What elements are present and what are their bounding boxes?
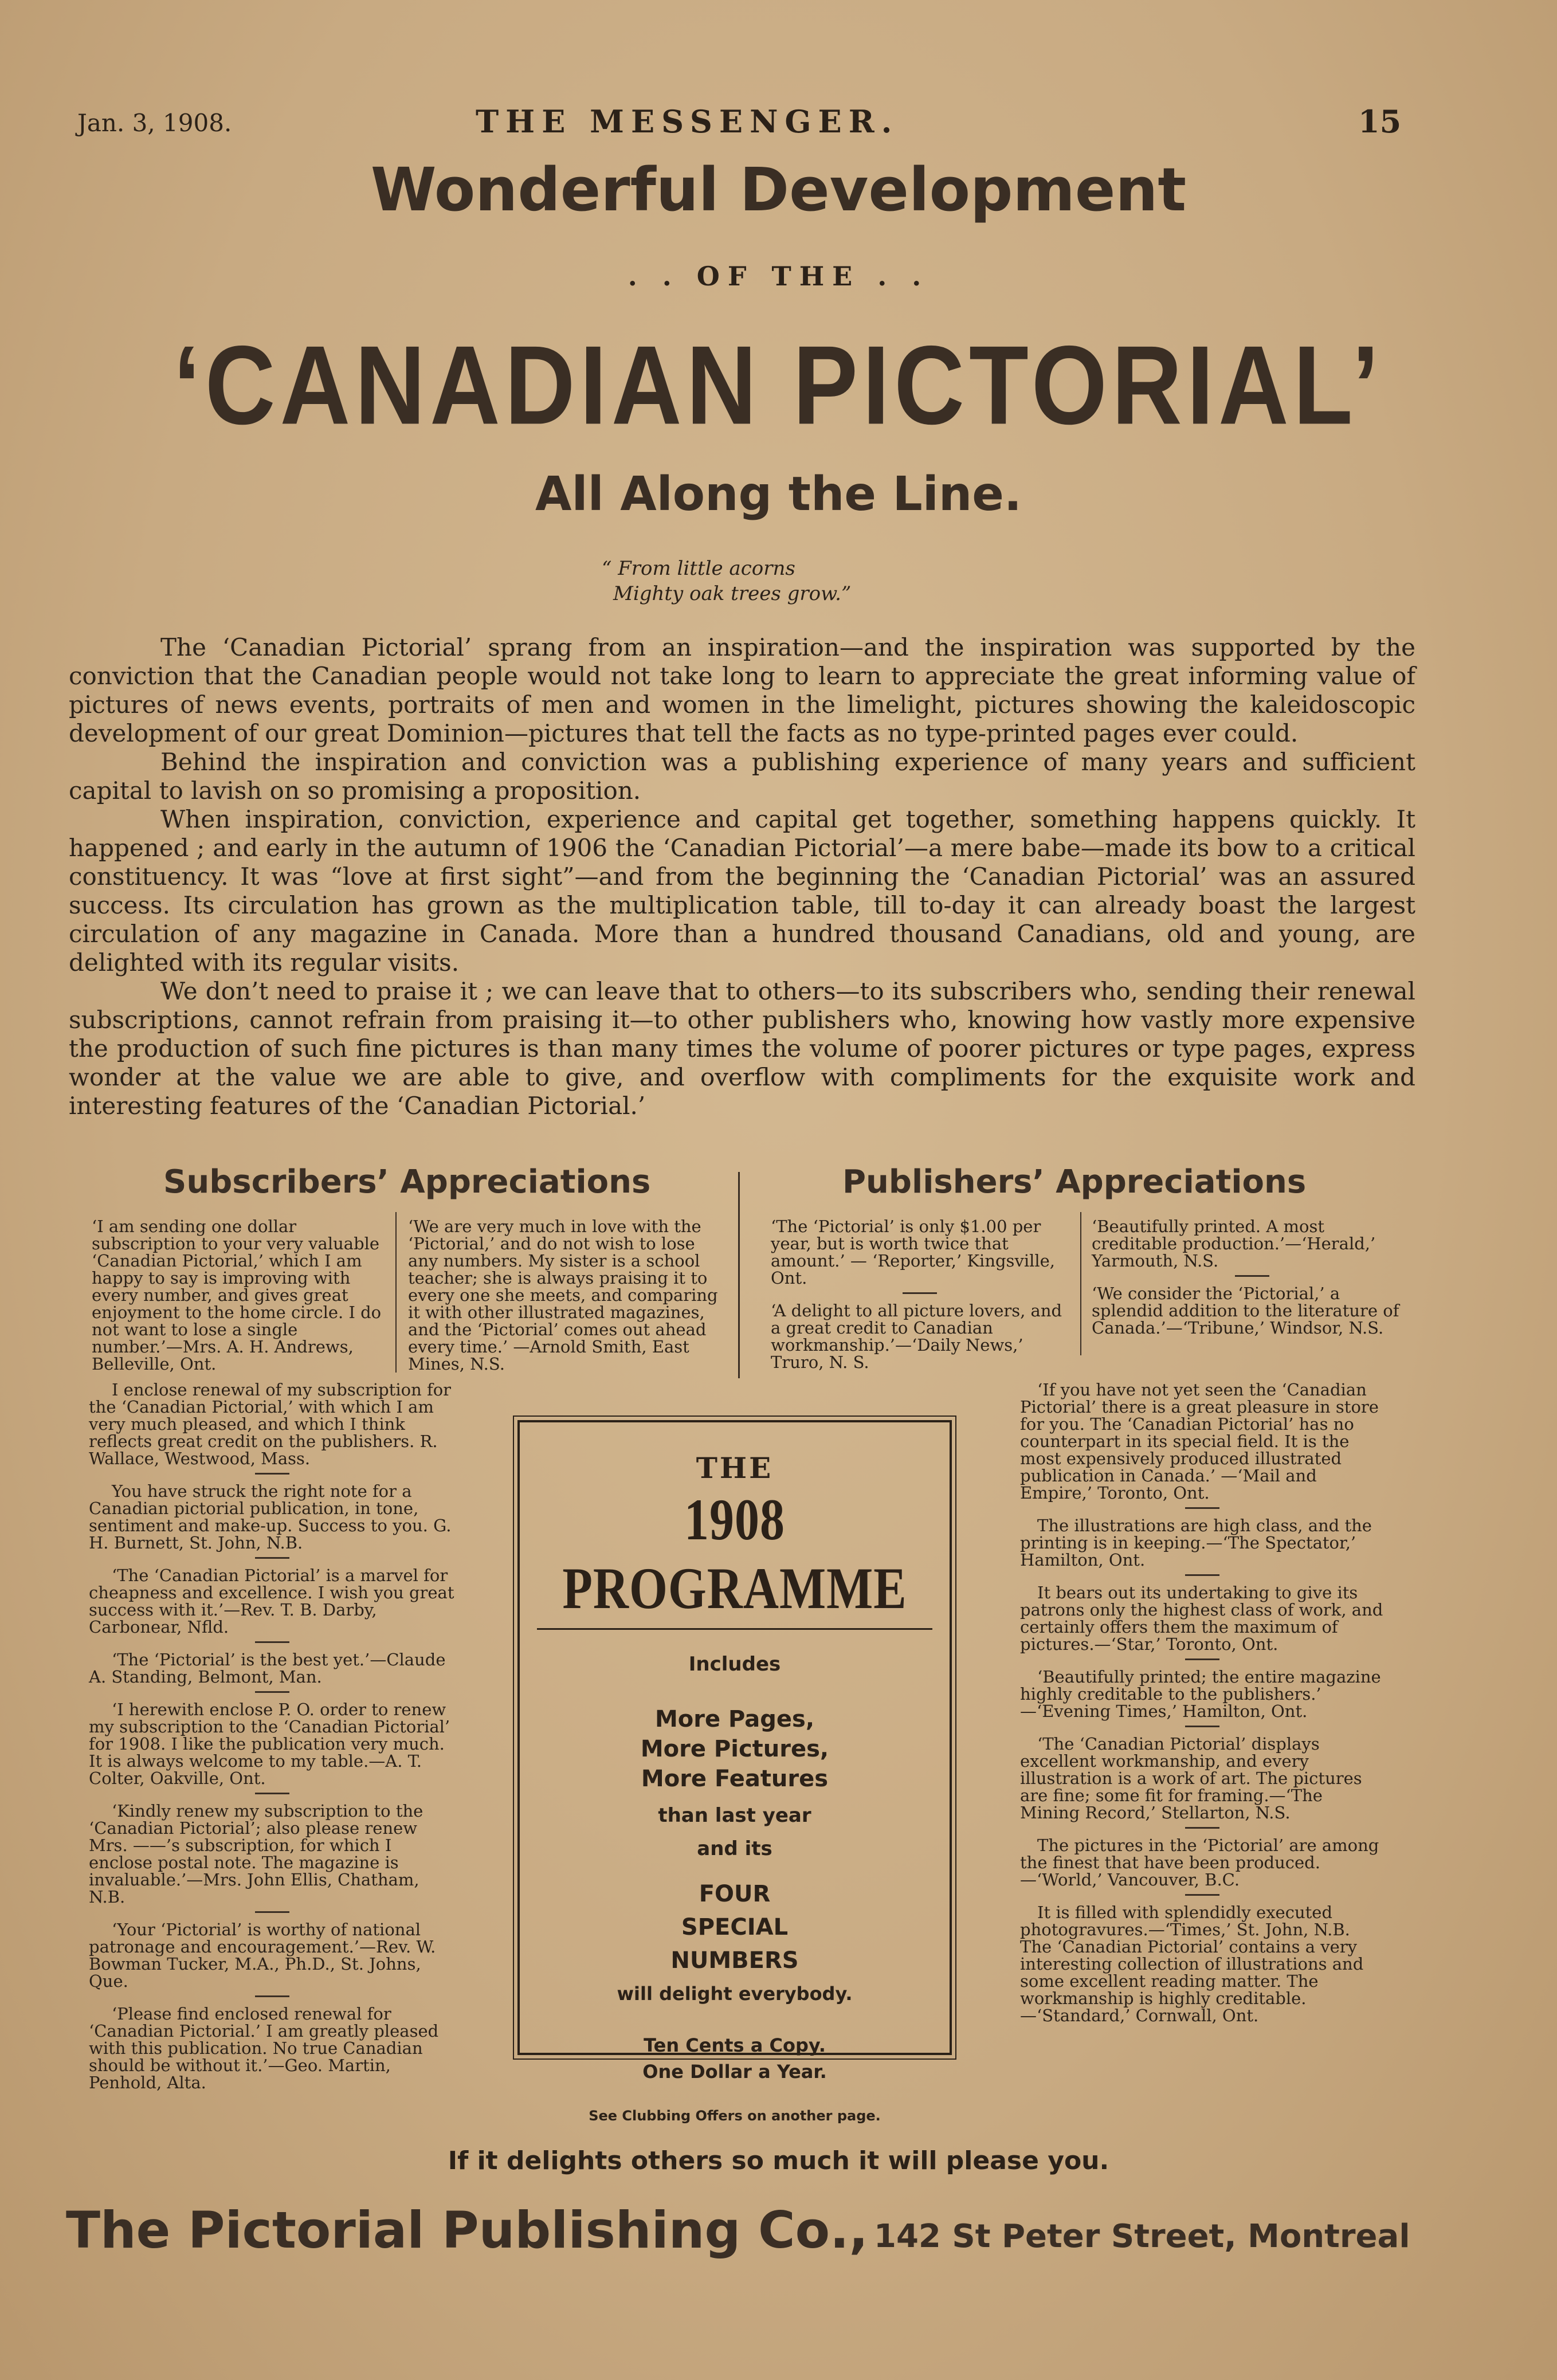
price-per-copy: Ten Cents a Copy. — [644, 2034, 826, 2056]
publisher-quotes-right-column — [1020, 1381, 1384, 2024]
body-paragraph: The ‘Canadian Pictorial’ sprang from an inspiration—and the inspiration was supported by the conviction that the Canadian people would not take long to learn to appreciate the great informing value of pictures of news events, portraits of men and women in the limelight, pictures showing the kaleidoscopic development of our great Dominion—pictures that tell the facts as no type-printed pages ever could. — [69, 633, 1415, 747]
separator-rule — [255, 1793, 289, 1794]
testimonial: ‘I am sending one dollar subscription to your very valuable ‘Canadian Pictorial,’ which I am happy to say is improving with every number, and gives great enjoyment to the home circle. I do not want to lose a single number.’—Mrs. A. H. Andrews, Belleville, Ont. — [92, 1217, 382, 1374]
footer-address: 142 St Peter Street, Montreal — [874, 2218, 1410, 2255]
programme-title: 1908 PROGRAMME — [562, 1486, 907, 1621]
programme-and-its: and its — [697, 1837, 772, 1860]
testimonial: The pictures in the ‘Pictorial’ are among the finest that have been produced.—‘World,’ Vancouver, B.C. — [1020, 1836, 1379, 1889]
epigraph-line-2: Mighty oak trees grow.” — [613, 582, 852, 605]
testimonial: It is filled with splendidly executed photogravures.—‘Times,’ St. John, N.B. The ‘Canadian Pictorial’ contains a very interesting collection of illustrations and some excellent reading matter. The workmanship is highly creditable.—‘Standard,’ Cornwall, Ont. — [1020, 1903, 1364, 2025]
column-divider — [738, 1172, 740, 1378]
testimonial: ‘The ‘Canadian Pictorial’ displays excellent workmanship, and every illustration is a work of art. The pictures are fine; some fit for framing.—‘The Mining Record,’ Stellarton, N.S. — [1020, 1734, 1362, 1822]
epigraph-line-1: “ From little acorns — [602, 557, 795, 580]
subscriber-quotes-col-1 — [92, 1218, 384, 1373]
separator-rule — [255, 1473, 289, 1475]
testimonial: The illustrations are high class, and the printing is in keeping.—‘The Spectator,’ Hamilton, Ont. — [1020, 1516, 1372, 1570]
footer-tagline: If it delights others so much it will please you. — [448, 2146, 1109, 2175]
body-paragraph: When inspiration, conviction, experience and capital get together, something happens quickly. It happened ; and early in the autumn of 1906 the ‘Canadian Pictorial’—a mere babe—made its bow to a critical constituency. It was “love at first sight”—and from the beginning the ‘Canadian Pictorial’ was an assured success. Its circulation has grown as the multiplication table, till to-day it can already boast the largest circulation of any magazine in Canada. More than a hundred thousand Canadians, old and young, are delighted with its regular visits. — [69, 805, 1415, 977]
separator-rule — [1185, 1574, 1219, 1576]
separator-rule — [1185, 1894, 1219, 1896]
testimonial: ‘We are very much in love with the ‘Pictorial,’ and do not wish to lose any numbers. My sister is a school teacher; she is always praising it to every one she meets, and comparing it with other illustrated magazines, and the ‘Pictorial’ comes out ahead every time.’ —Arnold Smith, East Mines, N.S. — [408, 1217, 718, 1374]
testimonial: You have struck the right note for a Canadian pictorial publication, in tone, sentiment and make-up. Success to you. G. H. Burnett, St. John, N.B. — [89, 1481, 452, 1552]
headline-line-4: All Along the Line. — [535, 467, 1022, 522]
publication-name: THE MESSENGER. — [476, 103, 899, 140]
programme-feature: More Pictures, — [640, 1736, 829, 1762]
programme-includes: Includes — [688, 1653, 781, 1676]
programme-delight: will delight everybody. — [617, 1983, 853, 2005]
programme-feature: More Pages, — [654, 1706, 815, 1732]
separator-rule — [1185, 1507, 1219, 1509]
testimonial: ‘Beautifully printed; the entire magazine highly creditable to the publishers.’ —‘Evening Times,’ Hamilton, Ont. — [1020, 1667, 1381, 1721]
programme-advert-box — [517, 1420, 952, 2124]
testimonial: ‘Please find enclosed renewal for ‘Canadian Pictorial.’ I am greatly pleased with this publication. No true Canadian should be without it.’—Geo. Martin, Penhold, Alta. — [89, 2004, 439, 2092]
separator-rule — [903, 1292, 937, 1294]
programme-special: SPECIAL — [681, 1914, 789, 1940]
column-divider — [395, 1212, 397, 1373]
separator-rule — [1185, 1827, 1219, 1829]
clubbing-offers-note: See Clubbing Offers on another page. — [589, 2108, 881, 2124]
programme-feature: More Features — [641, 1766, 829, 1792]
separator-rule — [1185, 1726, 1219, 1727]
programme-than-last-year: than last year — [658, 1804, 811, 1827]
epigraph — [602, 556, 851, 606]
testimonial: ‘We consider the ‘Pictorial,’ a splendid addition to the literature of Canada.’—‘Tribune,’ Windsor, N.S. — [1092, 1284, 1399, 1338]
headline-line-2: . . OF THE . . — [627, 261, 930, 292]
box-rule — [537, 1628, 932, 1630]
publisher-quotes-col-4 — [1092, 1218, 1413, 1336]
programme-the: THE — [696, 1451, 774, 1485]
price-per-year: One Dollar a Year. — [642, 2061, 827, 2083]
separator-rule — [255, 1557, 289, 1559]
testimonial: ‘Kindly renew my subscription to the ‘Canadian Pictorial’; also please renew Mrs. ——’s subscription, for which I enclose postal note. The magazine is invaluable.’—Mrs. John Ellis, Chatham, N.B. — [89, 1801, 423, 1907]
testimonial: ‘Your ‘Pictorial’ is worthy of national patronage and encouragement.’—Rev. W. Bowman Tucker, M.A., Ph.D., St. Johns, Que. — [89, 1920, 436, 1991]
testimonial: It bears out its undertaking to give its patrons only the highest class of work, and certainly offers them the maximum of pictures.—‘Star,’ Toronto, Ont. — [1020, 1583, 1383, 1654]
testimonial: ‘The ‘Pictorial’ is the best yet.’—Claude A. Standing, Belmont, Man. — [89, 1650, 446, 1687]
separator-rule — [255, 1641, 289, 1643]
issue-date: Jan. 3, 1908. — [77, 109, 232, 137]
subscriber-quotes-col-2 — [408, 1218, 726, 1373]
column-divider — [1080, 1212, 1081, 1355]
body-paragraph: Behind the inspiration and conviction was a publishing experience of many years and sufficient capital to lavish on so promising a proposition. — [69, 748, 1415, 805]
subscriber-quotes-left-column — [89, 1381, 456, 2091]
headline-line-3: ‘CANADIAN PICTORIAL’ — [173, 323, 1384, 448]
testimonial: ‘If you have not yet seen the ‘Canadian Pictorial’ there is a great pleasure in store for you. The ‘Canadian Pictorial’ has no counterpart in its special field. It is the most expensively produced illustrated publication in Canada.’ —‘Mail and Empire,’ Toronto, Ont. — [1020, 1380, 1379, 1503]
subscribers-heading: Subscribers’ Appreciations — [163, 1163, 651, 1201]
article-body — [69, 633, 1415, 1120]
programme-four: FOUR — [699, 1881, 771, 1907]
headline-line-1: Wonderful Development — [370, 155, 1187, 225]
testimonial: ‘The ‘Pictorial’ is only $1.00 per year, but is worth twice that amount.’ — ‘Reporter,’ Kingsville, Ont. — [771, 1217, 1056, 1288]
testimonial: ‘Beautifully printed. A most creditable production.’—‘Herald,’ Yarmouth, N.S. — [1092, 1217, 1376, 1271]
testimonial: I enclose renewal of my subscription for the ‘Canadian Pictorial,’ with which I am very much pleased, and which I think reflects great credit on the publishers. R. Wallace, Westwood, Mass. — [89, 1380, 452, 1468]
publishers-heading: Publishers’ Appreciations — [842, 1163, 1307, 1201]
separator-rule — [255, 1691, 289, 1693]
body-paragraph: We don’t need to praise it ; we can leave that to others—to its subscribers who, sending their renewal subscriptions, cannot refrain from praising it—to other publishers who, knowing how vastly more expensive the production of such fine pictures is than many times the volume of poorer pictures or type pages, express wonder at the value we are able to give, and overflow with compliments for the exquisite work and interesting features of the ‘Canadian Pictorial.’ — [69, 977, 1415, 1120]
separator-rule — [255, 1911, 289, 1913]
testimonial: ‘The ‘Canadian Pictorial’ is a marvel for cheapness and excellence. I wish you great success with it.’—Rev. T. B. Darby, Carbonear, Nfld. — [89, 1566, 454, 1637]
separator-rule — [1235, 1275, 1269, 1277]
page-number: 15 — [1358, 103, 1402, 140]
separator-rule — [1185, 1658, 1219, 1660]
separator-rule — [255, 1995, 289, 1997]
publisher-quotes-col-3 — [771, 1218, 1069, 1371]
footer-company: The Pictorial Publishing Co., — [66, 2201, 868, 2260]
testimonial: ‘A delight to all picture lovers, and a great credit to Canadian workmanship.’—‘Daily News,’ Truro, N. S. — [771, 1301, 1062, 1372]
testimonial: ‘I herewith enclose P. O. order to renew my subscription to the ‘Canadian Pictorial’ for 1908. I like the publication very much. It is always welcome to my table.—A. T. Colter, Oakville, Ont. — [89, 1700, 450, 1788]
programme-numbers: NUMBERS — [670, 1947, 799, 1974]
